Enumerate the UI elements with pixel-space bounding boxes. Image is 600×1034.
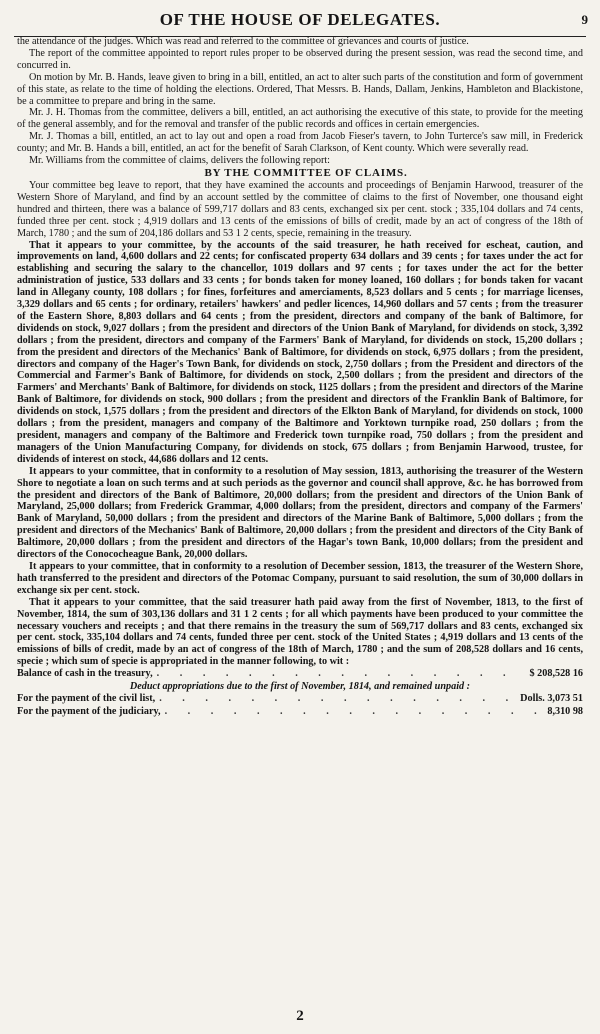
paragraph-motion-hands: On motion by Mr. B. Hands, leave given to bring in a bill, entitled, an act to alter such parts of the constitution and form of government of this state, as relate to the time of holding the elections. Ordered, That Messrs. B. Hands, Dallam, Jenkins, Hambleton and Blackistone, be a committee to prepare and bring in the same. bbox=[17, 71, 583, 107]
paragraph-rules-report: The report of the committee appointed to report rules proper to be observed during the present session, was read the second time, and concurred in. bbox=[17, 47, 583, 71]
dot-leader bbox=[165, 706, 544, 719]
bold-report-block bbox=[17, 240, 583, 669]
paragraph-thomas-bill: Mr. J. H. Thomas from the committee, delivers a bill, entitled, an act authorising the executive of this state, to provide for the meeting of the general assembly, and for the removal and transfer of the public records and offices in certain emergencies. bbox=[17, 107, 583, 131]
signature-mark: 2 bbox=[296, 1008, 304, 1024]
paragraph-continued: the attendance of the judges. Which was read and referred to the committee of grievances and courts of justice. bbox=[17, 36, 469, 47]
ledger-balance-row bbox=[17, 668, 583, 681]
ledger-balance-amount: $ 208,528 16 bbox=[529, 668, 583, 680]
section-heading: BY THE COMMITTEE OF CLAIMS. bbox=[204, 166, 408, 179]
ledger-row-label: For the payment of the judiciary, bbox=[17, 705, 161, 717]
ledger-row-amount: Dolls. 3,073 51 bbox=[520, 693, 583, 705]
paragraph-road-bill: Mr. J. Thomas a bill, entitled, an act to lay out and open a road from Jacob Fieser's tavern, to John Turterce's saw mill, in Frederick county; and Mr. B. Hands a bill, entitled, an act for the benefit of Sarah Clarkson, of Kent county. Which were severally read. bbox=[17, 131, 583, 155]
paragraph-payments-balance: That it appears to your committee, that the said treasurer hath paid away from the first of November, 1813, to the first of November, 1814, the sum of 303,136 dollars and 31 1 2 cents ; for all which payments have been produced to your committee the necessary vouchers and receipts ; and that there remains in the treasury the sum of 569,717 dollars and 83 cents, exchanged six per cent. stock, 335,104 dollars and 74 cents, funded three per cent. stock of the United States ; 4,919 dollars and 13 cents of the emissions of bills of credit, made by an act of congress of the 18th of March, 1780 ; and the sum of 208,528 dollars and 16 cents, specie ; which sum of specie is appropriated in the manner following, to wit : bbox=[17, 596, 583, 668]
paragraph-potomac-transfer: It appears to your committee, that in conformity to a resolution of December session, 1813, the treasurer of the Western Shore, hath transferred to the president and directors of the Potomac Company, pursuant to said resolution, the sum of 30,000 dollars in exchange six per cent. stock. bbox=[17, 560, 583, 596]
ledger-row bbox=[17, 706, 583, 719]
document-body bbox=[17, 36, 583, 718]
dot-leader bbox=[157, 668, 526, 681]
dot-leader bbox=[159, 693, 516, 706]
ledger-row-label: For the payment of the civil list, bbox=[17, 693, 156, 705]
ledger-deduct-line: Deduct appropriations due to the first of November, 1814, and remained unpaid : bbox=[129, 680, 471, 692]
ledger-row bbox=[17, 693, 583, 706]
running-title: OF THE HOUSE OF DELEGATES. bbox=[159, 10, 441, 29]
page-number: 9 bbox=[581, 12, 588, 27]
ledger-balance-label: Balance of cash in the treasury, bbox=[17, 668, 153, 680]
paragraph-loans: It appears to your committee, that in conformity to a resolution of May session, 1813, authorising the treasurer of the Western Shore to negotiate a loan on such terms and at such periods as the governor and council shall approve, &c. he has borrowed from the president and directors of the Bank of Baltimore, 20,000 dollars; from the president and directors of the Union Bank of Maryland, 25,000 dollars; from Frederick Grammar, 4,000 dollars; from the president, directors and company of the Farmers' Bank of Maryland, 50,000 dollars ; from the president and directors of the Marine Bank of Baltimore, 5,000 dollars ; from the president and directors of the Mechanics' Bank of Baltimore, 20,000 dollars ; from the president and directors of the City Bank of Baltimore, 20,000 dollars ; from the president and directors of the Hagar's town Bank, 10,000 dollars; from the president and directors of the Conococheague Bank, 20,000 dollars. bbox=[17, 465, 583, 561]
paragraph-williams-report: Mr. Williams from the committee of claims, delivers the following report: bbox=[29, 155, 330, 167]
paragraph-receipts: That it appears to your committee, by the accounts of the said treasurer, he hath received for escheat, caution, and improvements on land, 4,600 dollars and 22 cents; for confiscated property 634 dollars and 39 cents ; for taxes under the act for establishing and securing the salary to the chancellor, 1019 dollars and 97 cents ; for taxes under the act for the better administration of justice, 533 dollars and 33 cents ; for bonds taken for money loaned, 160 dollars ; for bonds taken for vacant land in Allegany county, 108 dollars ; for fines, forfeitures and amerciaments, 8,523 dollars and 5 cents ; for marriage licenses, 3,329 dollars and 65 cents ; for ordinary, retailers' hawkers' and pedler licences, 14,960 dollars and 57 cents ; from the treasurer of the Eastern Shore, 8,803 dollars and 64 cents ; from the president, directors and company of the bank of Baltimore, for dividends on stock, 9,027 dollars ; from the president and directors of the Union Bank of Maryland, for dividends on stock, 3,392 dollars ; from the president, directors and company of the Farmers' Bank of Maryland, for dividends on stock, 15,200 dollars ; from the president and directors of the Mechanics' Bank of Baltimore, for dividends on stock, 6,975 dollars ; from the president, directors and company of the Hager's Town Bank, for dividends on stock, 2,750 dollars ; from the President and directors of the Commercial and Farmer's Bank of Baltimore, for dividends on stock, 2,500 dollars ; from the president and directors of the Farmers' and Merchants' Bank of Baltimore, for dividends on stock, 1125 dollars ; from the president and directors of the Marine Bank of Baltimore, for dividends on stock, 900 dollars ; from the president and directors of the Franklin Bank of Baltimore, for dividends on stock, 1,575 dollars ; from the president and directors of the Elkton Bank of Maryland, for dividends on stock, 1000 dollars ; from the president, managers and company of the Baltimore and Yorktown turnpike road, 250 dollars ; from the president, managers and company of the Baltimore and Frederick town turnpike road, 750 dollars ; from the president and managers of the Union Manufacturing Company, for dividends on stock, 675 dollars ; from Benjamin Harwood, trustee, for dividends of interest on stock, 44,686 dollars and 12 cents. bbox=[17, 239, 583, 465]
ledger-row-amount: 8,310 98 bbox=[547, 705, 583, 717]
paragraph-report-intro: Your committee beg leave to report, that they have examined the accounts and proceedings of Benjamin Harwood, treasurer of the Western Shore of Maryland, and find by an account settled by the committee of claims to the first of November, one thousand eight hundred and thirteen, there was a balance of 599,717 dollars and 83 cents, exchanged six per cent. stock ; 335,104 dollars and 74 cents, funded three per cent. stock ; 4,919 dollars and 13 cents of the emissions of bills of credit, made by an act of congress of the 18th of March, 1780 ; and the sum of 204,186 dollars and 53 1 2 cents, specie, remaining in the treasury. bbox=[17, 179, 583, 239]
